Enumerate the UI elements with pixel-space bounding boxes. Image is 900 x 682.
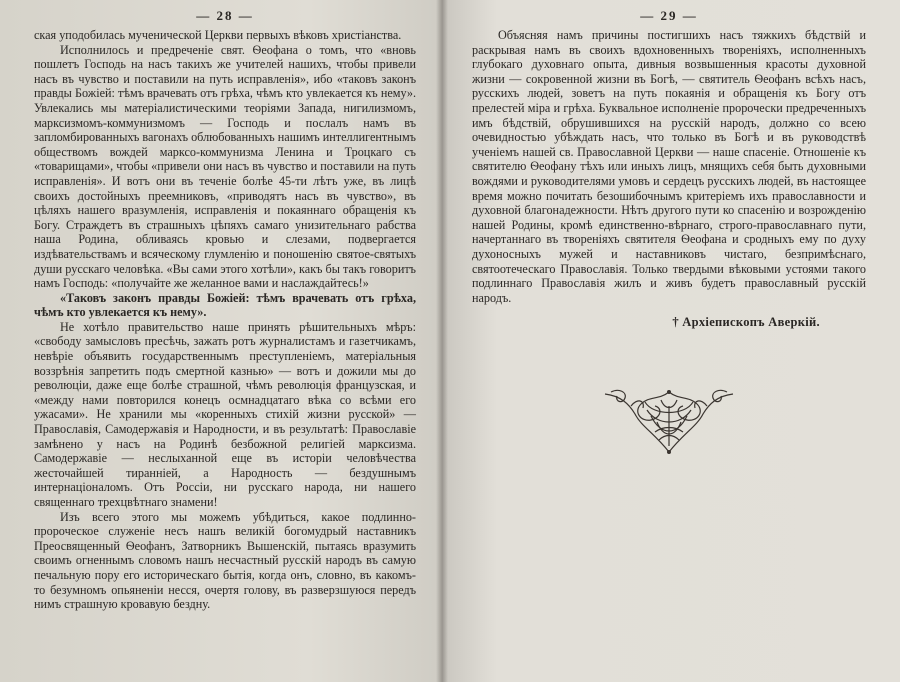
paragraph: Изъ всего этого мы можемъ убѣдиться, какое подлинно-пророческое служеніе несъ нашъ великій богомудрый наставникъ Преосвященный Ѳеофанъ, Затворникъ Вышенскій, пытаясь вразумить своимъ огненнымъ словомъ нашъ несчастный русскій народъ въ самую печальную пору его историческаго бытія, когда онъ, словно, въ какомъ-то безумномъ опьяненіи несся, очертя голову, въ разверзшуюся передъ нимъ страшную кровавую бездну. [34,509,416,612]
right-page-text [472,28,866,305]
left-page-text [34,28,416,612]
paragraph: ская уподобилась мученической Церкви первыхъ вѣковъ христіанства. [34,28,402,42]
ornament [472,386,866,458]
signature: † Архіепископъ Аверкій. [672,315,820,330]
ornament-icon [601,386,737,458]
page-number-right: — 29 — [640,8,698,23]
left-page [0,0,442,682]
page-number-left: — 28 — [196,8,254,23]
book-gutter-shadow [436,0,448,682]
right-page [442,0,900,682]
paragraph-emphasis: «Таковъ законъ правды Божіей: тѣмъ врачевать отъ грѣха, чѣмъ кто увлекается къ нему». [34,290,416,320]
paragraph: Исполнилось и предреченіе свят. Ѳеофана о томъ, что «вновь пошлетъ Господь на насъ такихъ же учителей нашихъ, чтобы привели насъ въ чувство и поставили на путь исправленія», ибо «таковъ законъ правды Божіей: тѣмъ врачевать отъ грѣха, чѣмъ кто увлекается къ нему». Увлекались мы матеріалистическими теоріями Запада, нигилизмомъ, марксизмомъ-коммунизмомъ — Господь и послалъ намъ въ запломбированныхъ вагонахъ облюбованныхъ нашимъ интеллигентнымъ обществомъ вождей марксо-коммунизма Ленина и Троцкаго съ «товарищами», чтобы «привели они насъ въ чувство и поставили на путь исправленія». И вотъ они въ теченіе болѣе 45-ти лѣтъ уже, въ лицѣ своихъ достойныхъ преемниковъ, «приводятъ насъ въ чувство», въ цѣляхъ нашего вразумленія, исправленія и покаяннаго обращенія къ Богу. Страждетъ въ страшныхъ цѣпяхъ самаго унизительнаго рабства наша Родина, обливаясь кровью и слезами, подвергается издѣвательствамъ и всяческому глумленію и поношенію святое-святыхъ души русскаго человѣка. «Вы сами этого хотѣли», какъ бы такъ говоритъ намъ Господь: «получайте же желанное вами и наслаждайтесь!» [34,42,416,291]
paragraph: Объясняя намъ причины постигшихъ насъ тяжкихъ бѣдствій и раскрывая намъ въ своихъ вдохновенныхъ твореніяхъ, исполненныхъ глубокаго духовнаго опыта, дивныя возвышенныя красоты духовной жизни — сокровенной жизни въ Богѣ, — святитель Ѳеофанъ всѣхъ насъ, русскихъ людей, зоветъ на путь покаянія и обращенія къ Богу отъ прелестей міра и грѣха. Буквальное исполненіе пророчески предреченныхъ имъ бѣдствій, обрушившихся на русскій народъ, должно со всею очевидностью убѣждать насъ, что только въ Богѣ и въ руководствѣ ученіемъ нашей св. Православной Церкви — наше спасеніе. Отношеніе къ святителю Ѳеофану тѣхъ или иныхъ лицъ, мнящихъ себя быть духовными вождями и руководителями умовъ и сердецъ русскихъ людей, въ настоящее время можно почитать безошибочнымъ критеріемъ ихъ православности и духовной благонадежности. Нѣтъ другого пути ко спасенію и возрожденію нашей Родины, кромѣ единственно-вѣрнаго, строго-православнаго пути, начертаннаго въ твореніяхъ святителя Ѳеофана и сродныхъ ему по духу духоносныхъ мужей и наставниковъ чистаго, безпримѣснаго, святоотеческаго Православія. Только твердыми вѣковыми устоями такого подлиннаго Православія жилъ и живъ будетъ православный русскій народъ. [472,28,866,305]
paragraph: Не хотѣло правительство наше принять рѣшительныхъ мѣръ: «свободу замысловъ пресѣчь, зажать ротъ журналистамъ и газетчикамъ, невѣріе объявить государственнымъ преступленіемъ, матеріальныя воззрѣнія запретить подъ смертной казнью» — вотъ и дожили мы до революціи, даже еще болѣе страшной, чѣмъ революція французская, и «между нами повторился конецъ осмнадцатаго вѣка со всѣми его ужасами». Не хранили мы «коренныхъ стихій жизни русской» — Православія, Самодержавія и Народности, и въ результатѣ: Православіе замѣнено у насъ на Родинѣ безбожной религіей марксизма. Самодержавіе — неслыханной еще въ исторіи человѣчества жесточайшей тиранніей, а Народность — бездушнымъ интернаціоналомъ. Отъ Россіи, ни русскаго народа, ни нашего священнаго трехцвѣтнаго знамени! [34,319,416,509]
